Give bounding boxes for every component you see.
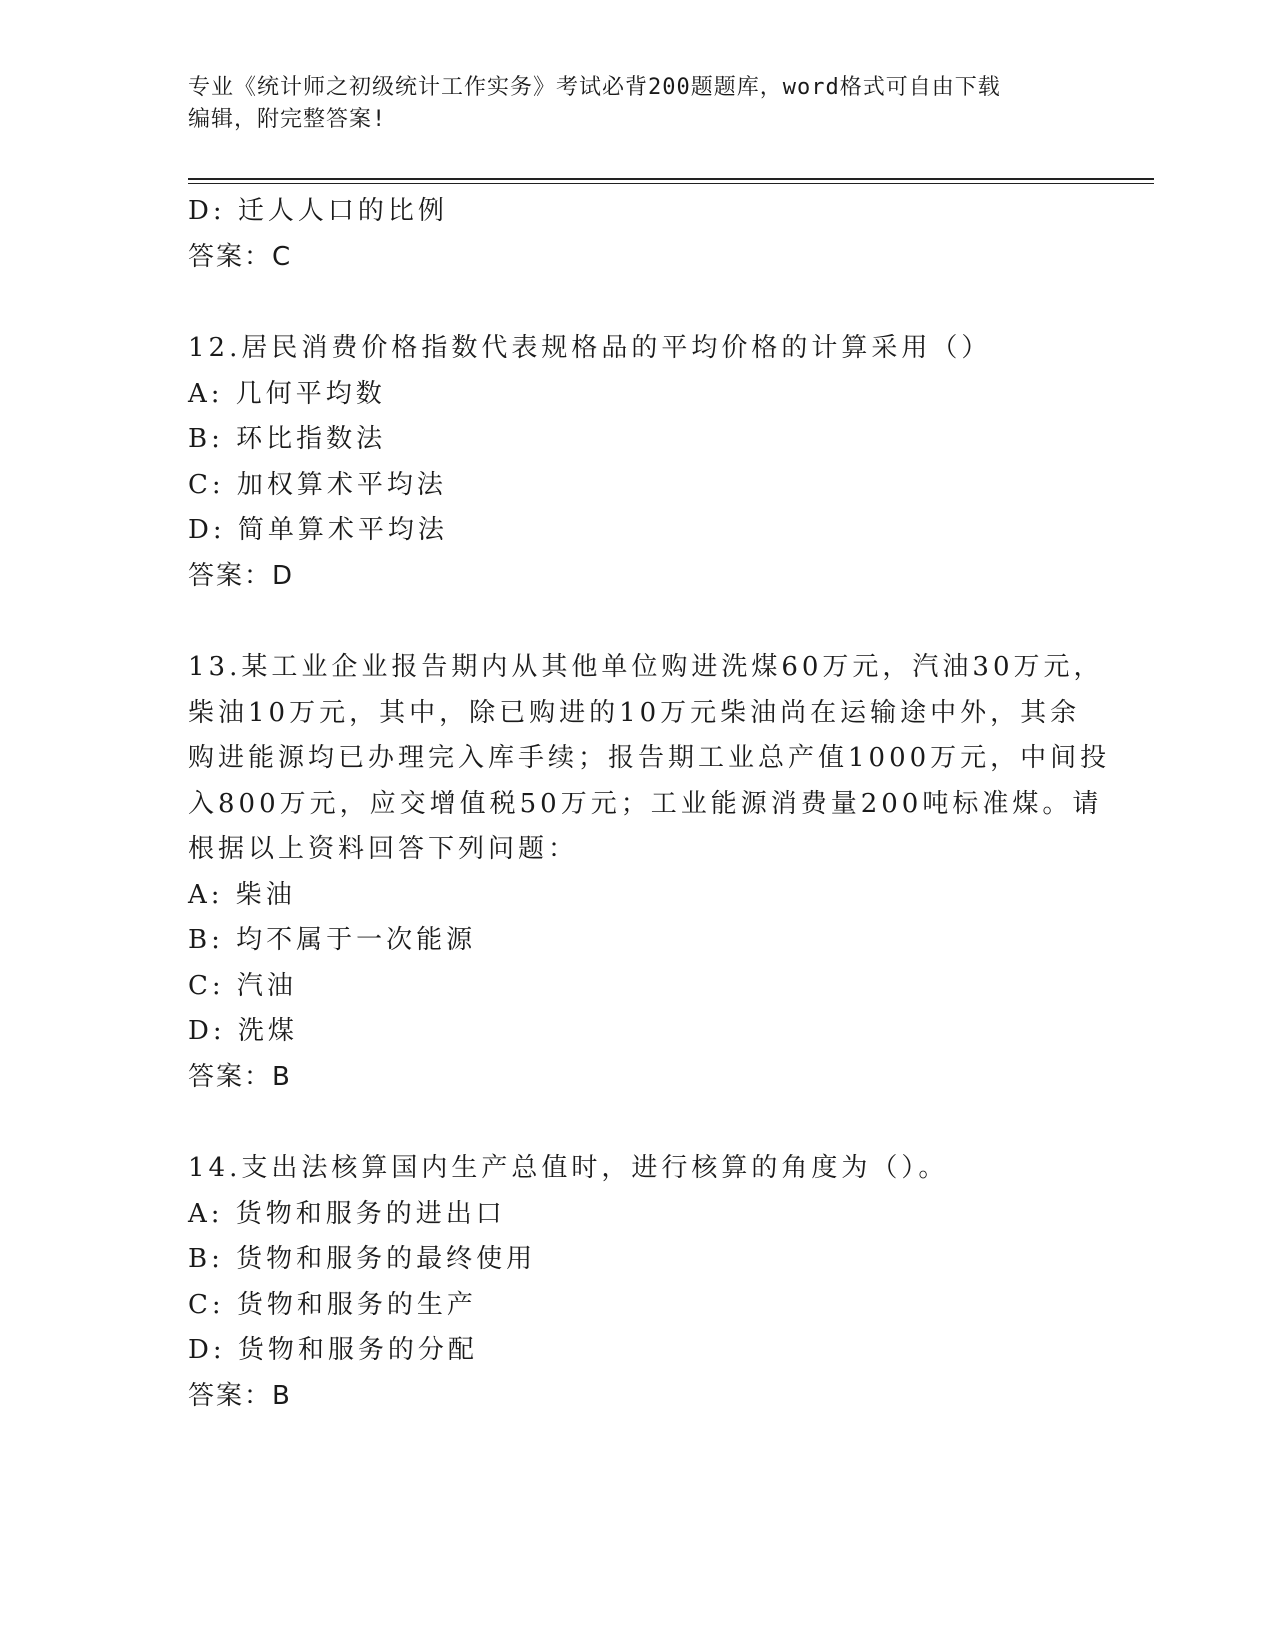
answer: 答案：D xyxy=(188,560,295,591)
option-b: B: 均不属于一次能源 xyxy=(188,925,477,955)
option-d: D: 货物和服务的分配 xyxy=(188,1335,478,1365)
answer: 答案：C xyxy=(188,241,293,272)
answer: 答案：B xyxy=(188,1380,292,1411)
header-divider-thick xyxy=(188,178,1154,180)
option-d: D: 洗煤 xyxy=(188,1016,298,1046)
header-divider-thin xyxy=(188,183,1154,184)
previous-question-tail xyxy=(188,189,1088,280)
option-d: D: 简单算术平均法 xyxy=(188,515,448,545)
answer: 答案：B xyxy=(188,1061,292,1092)
document-body xyxy=(188,189,1111,1419)
question-14 xyxy=(188,1146,1088,1419)
option-d: D: 迁人人口的比例 xyxy=(188,196,448,226)
question-13 xyxy=(188,645,1111,1100)
option-c: C: 货物和服务的生产 xyxy=(188,1289,477,1320)
option-a: A: 柴油 xyxy=(188,879,296,910)
document-header xyxy=(188,72,1088,136)
question-stem-line-3: 购进能源均已办理完入库手续；报告期工业总产值1000万元，中间投 xyxy=(188,743,1111,773)
question-stem-line-1: 13.某工业企业报告期内从其他单位购进洗煤60万元，汽油30万元， xyxy=(188,652,1104,682)
question-stem: 14.支出法核算国内生产总值时，进行核算的角度为（）。 xyxy=(188,1153,949,1183)
option-a: A: 货物和服务的进出口 xyxy=(188,1198,506,1229)
question-stem-line-5: 根据以上资料回答下列问题： xyxy=(188,834,579,864)
option-c: C: 汽油 xyxy=(188,970,297,1001)
header-line-1: 专业《统计师之初级统计工作实务》考试必背200题题库，word格式可自由下载 xyxy=(188,75,1001,100)
option-b: B: 货物和服务的最终使用 xyxy=(188,1244,537,1274)
option-b: B: 环比指数法 xyxy=(188,424,387,454)
question-stem: 12.居民消费价格指数代表规格品的平均价格的计算采用（） xyxy=(188,333,992,363)
question-12 xyxy=(188,326,1088,599)
header-line-2: 编辑，附完整答案! xyxy=(188,107,387,132)
question-stem-line-4: 入800万元，应交增值税50万元；工业能源消费量200吨标准煤。请 xyxy=(188,788,1103,819)
question-stem-line-2: 柴油10万元，其中，除已购进的10万元柴油尚在运输途中外，其余 xyxy=(188,697,1081,728)
option-a: A: 几何平均数 xyxy=(188,378,386,409)
option-c: C: 加权算术平均法 xyxy=(188,469,447,500)
